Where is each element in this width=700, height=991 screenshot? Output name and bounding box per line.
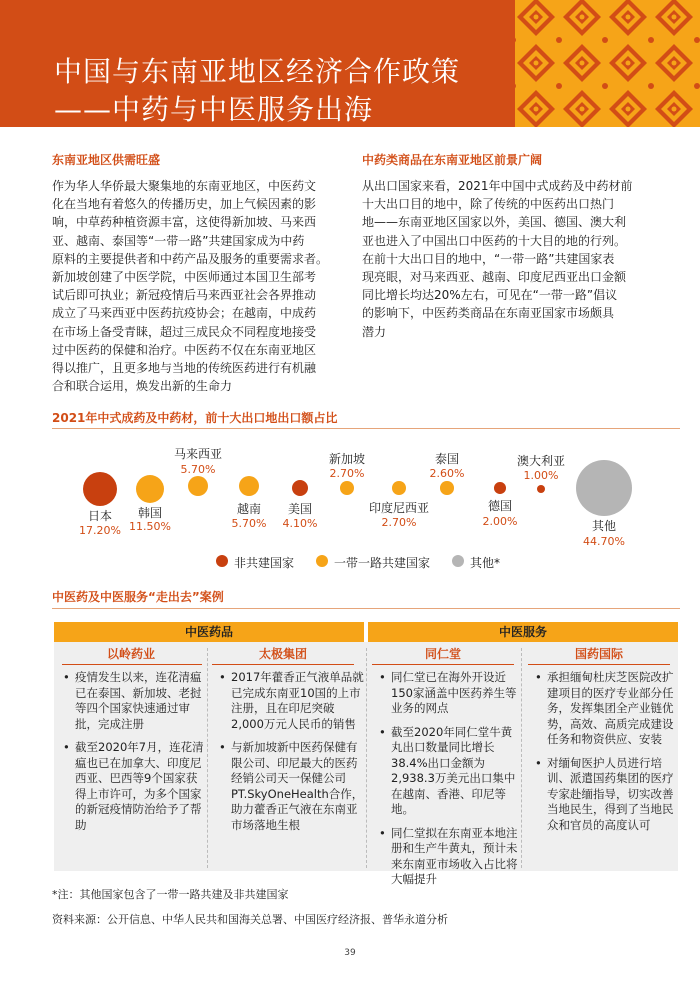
case-bullet: • 截至2020年同仁堂牛黄丸出口数量同比增长38.4%出口金额为2,938.3万美元出口集中在越南、香港、印尼等地。 <box>391 725 521 818</box>
legend-label-bri: 一带一路共建国家 <box>334 556 431 570</box>
right-section-heading: 中药类商品在东南亚地区前景广阔 <box>362 153 543 167</box>
company-name: 同仁堂 <box>424 647 461 661</box>
case-bullet: • 与新加坡新中医药保健有限公司、印尼最大的医药经销公司天一保健公司PT.SkyOneHealth合作，助力藿香正气液在东南亚市场落地生根 <box>231 740 365 833</box>
country-label: 美国 <box>288 502 313 516</box>
bubble-9 <box>537 485 545 493</box>
country-label: 印度尼西亚 <box>369 501 430 515</box>
country-label: 澳大利亚 <box>517 454 566 468</box>
country-label: 越南 <box>237 502 262 516</box>
paragraph-line: 现亮眼，对马来西亚、越南、印度尼西亚出口金额 <box>362 270 627 285</box>
category-header-medicine: 中医药品 <box>54 622 364 642</box>
case-bullet: • 同仁堂已在海外开设近150家涵盖中医药养生等业务的网点 <box>391 670 521 717</box>
right-section-body <box>362 177 660 341</box>
percent-label: 1.00% <box>523 469 559 482</box>
case-bullet: • 承担缅甸杜庆芝医院改扩建项目的医疗专业部分任务，发挥集团全产业链优势，高效、高质完成建设任务和物资供应、安装 <box>547 670 681 748</box>
legend-dot-bri <box>316 555 328 567</box>
paragraph-line: 从出口国家来看，2021年中国中式成药及中药材前 <box>362 179 633 193</box>
source-note: 资料来源：公开信息、中华人民共和国海关总署、中国医疗经济报、普华永道分析 <box>52 913 448 926</box>
decorative-pattern <box>515 0 700 127</box>
paragraph-line: 的影响下，中医药类商品在东南亚国家市场颇具 <box>362 306 615 321</box>
company-name: 以岭药业 <box>106 647 155 661</box>
legend-label-other: 其他* <box>470 556 501 570</box>
paragraph-line: 作为华人华侨最大聚集地的东南亚地区，中医药文 <box>52 179 317 193</box>
page-title-line1: 中国与东南亚地区经济合作政策 <box>54 55 461 88</box>
column-divider <box>521 648 522 868</box>
paragraph-line: 在前十大出口目的地中，“一带一路”共建国家表 <box>362 251 615 266</box>
paragraph-line: 合和联合运用，焕发出新的生命力 <box>52 379 233 394</box>
percent-label: 2.70% <box>329 467 365 480</box>
paragraph-line: 得以推广，且更多地与当地的传统医药进行有机融 <box>52 361 317 376</box>
paragraph-line: 成立了马来西亚中医药抗疫协会；在越南，中成药 <box>52 306 317 321</box>
company-name: 国药国际 <box>574 647 623 661</box>
column-divider <box>207 648 208 868</box>
company-underline <box>372 664 514 665</box>
percent-label: 4.10% <box>282 517 318 530</box>
bubble-7 <box>440 481 454 495</box>
pattern-graphic <box>515 0 700 127</box>
left-section-body <box>52 177 350 395</box>
paragraph-line: 新加坡创建了中医学院，中医师通过本国卫生部考 <box>52 270 317 285</box>
percent-label: 44.70% <box>583 535 625 548</box>
bubble-8 <box>494 482 506 494</box>
left-section-heading: 东南亚地区供需旺盛 <box>52 153 161 167</box>
percent-label: 2.70% <box>381 516 417 529</box>
country-label: 马来西亚 <box>174 447 223 461</box>
paragraph-line: 过中医药的保健和治疗。中医药不仅在东南亚地区 <box>52 342 317 357</box>
country-label: 其他 <box>592 519 617 533</box>
bubble-10 <box>576 460 632 516</box>
legend-dot-other <box>452 555 464 567</box>
bubble-5 <box>340 481 354 495</box>
paragraph-line: 地——东南亚地区国家以外，美国、德国、澳大利 <box>362 215 627 230</box>
bubble-4 <box>292 480 309 497</box>
chart-heading: 2021年中式成药及中药材，前十大出口地出口额占比 <box>52 411 338 425</box>
bubble-1 <box>136 475 164 503</box>
case-bullet: • 同仁堂拟在东南亚本地注册和生产牛黄丸，预计未来东南亚市场收入占比将大幅提升 <box>391 826 521 888</box>
footnote: *注：其他国家包含了一带一路共建及非共建国家 <box>52 888 289 901</box>
legend-label-non-bri: 非共建国家 <box>234 556 295 570</box>
column-divider <box>366 648 367 868</box>
case-column-2 <box>218 670 365 841</box>
chart-divider <box>52 428 680 429</box>
case-column-4 <box>534 670 681 841</box>
paragraph-line: 十大出口目的地中，除了传统的中医药出口热门 <box>362 197 615 212</box>
case-bullet: • 疫情发生以来，连花清瘟已在泰国、新加坡、老挝等四个国家快速通过审批，完成注册 <box>75 670 207 732</box>
bubble-2 <box>188 476 208 496</box>
case-column-3 <box>378 670 521 896</box>
paragraph-line: 原料的主要提供者和中药产品及服务的重要需求者。 <box>52 251 329 266</box>
percent-label: 5.70% <box>231 517 267 530</box>
bubble-6 <box>392 481 406 495</box>
paragraph-line: 响，中草药种植资源丰富，这使得新加坡、马来西 <box>52 215 317 230</box>
case-bullet: • 2017年藿香正气液单品就已完成东南亚10国的上市注册，且在印尼突破2,000万元人民币的销售 <box>231 670 365 732</box>
country-label: 新加坡 <box>329 452 366 466</box>
company-underline <box>528 664 670 665</box>
cases-heading: 中医药及中医服务“走出去”案例 <box>52 590 224 604</box>
country-label: 德国 <box>488 499 513 513</box>
bubble-0 <box>83 472 118 507</box>
paragraph-line: 亚、越南、泰国等“一带一路”共建国家成为中药 <box>52 233 305 248</box>
percent-label: 17.20% <box>79 524 121 537</box>
paragraph-line: 试后即可执业；新冠疫情后马来西亚社会各界推动 <box>52 288 317 303</box>
country-label: 日本 <box>88 509 113 523</box>
percent-label: 11.50% <box>129 520 171 533</box>
page-number: 39 <box>344 948 356 958</box>
percent-label: 2.00% <box>482 515 518 528</box>
case-bullet: • 截至2020年7月，连花清瘟也已在加拿大、印度尼西亚、巴西等9个国家获得上市许可，为多个国家的新冠疫情防治给予了帮助 <box>75 740 207 833</box>
page-title-line2: ——中药与中医服务出海 <box>54 93 374 126</box>
country-label: 韩国 <box>138 506 163 520</box>
case-bullet: • 对缅甸医护人员进行培训、派遣国药集团的医疗专家赴缅指导，切实改善当地民生，得到了当地民众和官员的高度认可 <box>547 756 681 834</box>
legend-dot-non-bri <box>216 555 228 567</box>
paragraph-line: 在市场上备受青睐，超过三成民众不同程度地接受 <box>52 324 317 339</box>
company-underline <box>212 664 354 665</box>
case-column-1 <box>62 670 207 841</box>
company-underline <box>62 664 202 665</box>
country-label: 泰国 <box>435 452 460 466</box>
company-name: 太极集团 <box>258 647 307 661</box>
paragraph-line: 潜力 <box>362 324 387 339</box>
bubble-3 <box>239 476 259 496</box>
percent-label: 5.70% <box>180 463 216 476</box>
paragraph-line: 同比增长均达20%左右，可见在“一带一路”倡议 <box>362 288 618 303</box>
category-header-service: 中医服务 <box>368 622 678 642</box>
paragraph-line: 化在当地有着悠久的传播历史，加上气候因素的影 <box>52 197 317 212</box>
paragraph-line: 亚也进入了中国出口中医药的十大目的地的行列。 <box>362 233 627 248</box>
percent-label: 2.60% <box>429 467 465 480</box>
cases-divider <box>52 608 680 609</box>
